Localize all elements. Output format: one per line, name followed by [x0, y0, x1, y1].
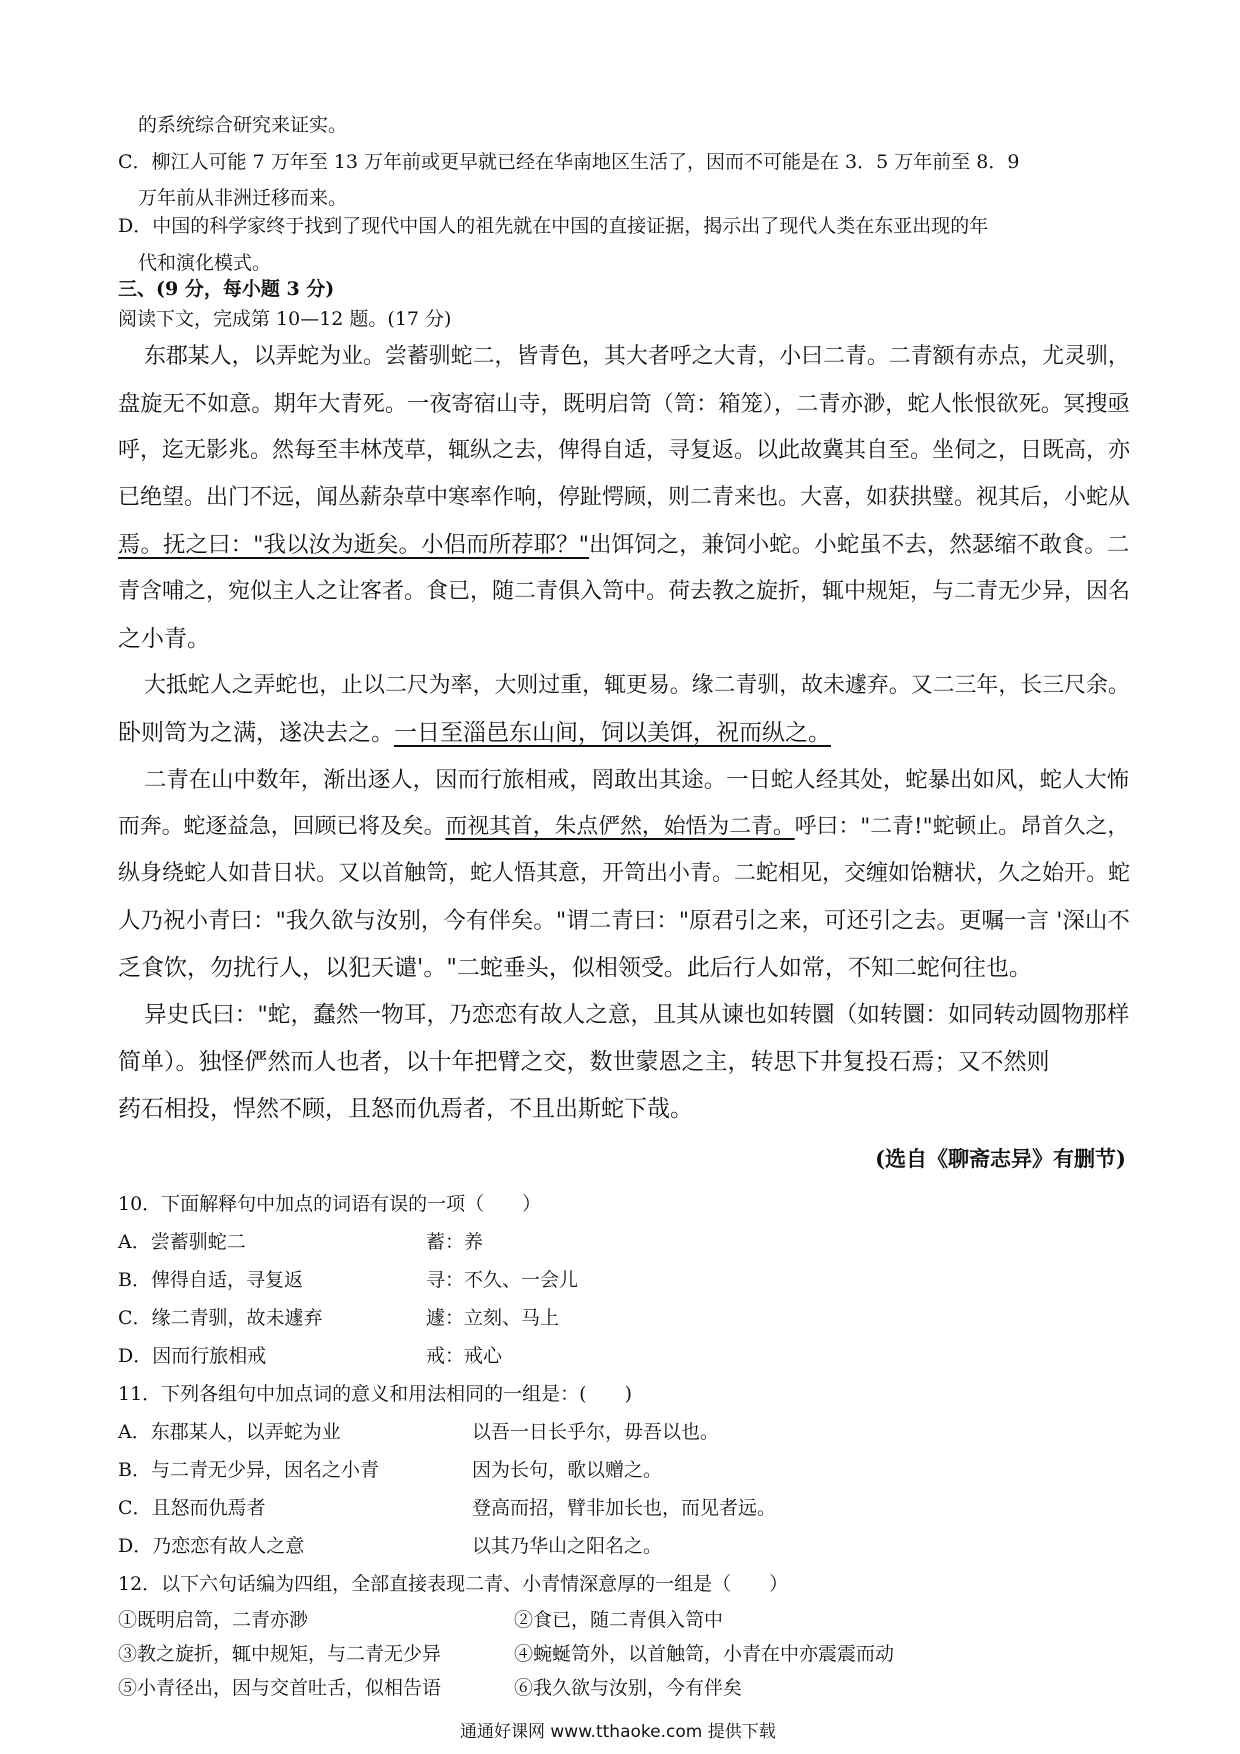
passage-p1-line7: 之小青。 [118, 626, 210, 652]
footer-credit: 通通好课网 www.tthaoke.com 提供下载 [460, 1722, 776, 1742]
q12-stem: 12．以下六句话编为四组，全部直接表现二青、小青情深意厚的一组是（ ） [118, 1573, 789, 1595]
q10-option-a-gloss: 蓄：养 [426, 1231, 484, 1253]
q10-option-a: A．尝蓄驯蛇二 [118, 1231, 246, 1253]
passage-p2-line2-a: 卧则笥为之满，遂决去之。 [118, 720, 394, 746]
passage-p4-line2: 简单）。独怪俨然而人也者，以十年把臂之交，数世蒙恩之主，转思下井复投石焉；又不然则 [118, 1049, 1050, 1075]
option-d-line2: 代和演化模式。 [138, 252, 272, 274]
passage-p1-line3: 呼，迄无影兆。然每至丰林茂草，辄纵之去，俾得自适，寻复返。以此故冀其自至。坐伺之，日既高，亦 [118, 438, 1131, 463]
q12-item-5: ⑤小青径出，因与交首吐舌，似相告语 [118, 1677, 442, 1699]
q12-item-3: ③教之旋折，辄中规矩，与二青无少异 [118, 1643, 442, 1665]
q12-item-6: ⑥我久欲与汝别，今有伴矣 [514, 1677, 743, 1699]
option-d-line1: D．中国的科学家终于找到了现代中国人的祖先就在中国的直接证据，揭示出了现代人类在东亚出现的年 [118, 215, 989, 237]
option-c-line1: C．柳江人可能 7 万年至 13 万年前或更早就已经在华南地区生活了，因而不可能是在 3．5 万年前至 8．9 [118, 151, 1020, 173]
q11-option-b-compare: 因为长句，歌以赠之。 [472, 1459, 663, 1481]
q10-option-d-gloss: 戒：戒心 [426, 1345, 503, 1367]
q10-option-b-gloss: 寻：不久、一会儿 [426, 1269, 579, 1291]
q10-option-c-gloss: 遽：立刻、马上 [426, 1307, 560, 1329]
passage-p1-line4: 已绝望。出门不远，闻丛薪杂草中寒率作响，停趾愕顾，则二青来也。大喜，如获拱璧。视其后，小蛇从 [118, 485, 1131, 510]
q11-option-b: B．与二青无少异，因名之小青 [118, 1459, 379, 1481]
q11-option-c: C．且怒而仇焉者 [118, 1497, 266, 1519]
q11-stem: 11．下列各组句中加点词的意义和用法相同的一组是：( ) [118, 1383, 633, 1405]
passage-p1-line5-rest: 出饵饲之，兼饲小蛇。小蛇虽不去，然瑟缩不敢食。二 [589, 532, 1130, 558]
passage-p4-line1: 异史氏曰："蛇，蠢然一物耳，乃恋恋有故人之意，且其从谏也如转圜（如转圜：如同转动圆物那样 [144, 1002, 1130, 1028]
section-instruction: 阅读下文，完成第 10—12 题。(17 分) [118, 308, 452, 330]
passage-p1-line2: 盘旋无不如意。期年大青死。一夜寄宿山寺，既明启笥（笥：箱笼），二青亦渺，蛇人怅恨欲死。冥搜亟 [118, 391, 1130, 417]
passage-p2-line2 [118, 722, 831, 745]
passage-p3-line3: 纵身绕蛇人如昔日状。又以首触笥，蛇人悟其意，开笥出小青。二蛇相见，交缠如饴糖状，久之始开。蛇 [118, 861, 1131, 886]
q10-stem: 10．下面解释句中加点的词语有误的一项（ ） [118, 1193, 542, 1215]
q10-option-c: C．缘二青驯，故未遽弃 [118, 1307, 323, 1329]
q11-option-a-compare: 以吾一日长乎尔，毋吾以也。 [472, 1421, 720, 1443]
option-c-line2: 万年前从非洲迁移而来。 [138, 187, 348, 209]
section-heading: 三、(9 分，每小题 3 分) [118, 278, 335, 300]
prev-option-d1-tail: 的系统综合研究来证实。 [138, 114, 348, 136]
q11-option-a: A．东郡某人，以弄蛇为业 [118, 1421, 341, 1443]
q12-item-1: ①既明启笥，二青亦渺 [118, 1609, 309, 1631]
passage-source: (选自《聊斋志异》有删节) [875, 1146, 1126, 1171]
passage-p3-line1: 二青在山中数年，渐出逐人，因而行旅相戒，罔敢出其途。一日蛇人经其处，蛇暴出如风，蛇人大怖 [144, 767, 1130, 793]
q10-option-d: D．因而行旅相戒 [118, 1345, 267, 1367]
q12-item-4: ④蜿蜒笥外，以首触笥，小青在中亦震震而动 [514, 1643, 895, 1665]
passage-p1-line5 [118, 534, 1129, 557]
q12-item-2: ②食已，随二青俱入笥中 [514, 1609, 724, 1631]
q10-option-b: B．俾得自适，寻复返 [118, 1269, 303, 1291]
passage-p2-line1: 大抵蛇人之弄蛇也，止以二尺为率，大则过重，辄更易。缘二青驯，故未遽弃。又二三年，长三尺余。 [144, 673, 1130, 698]
passage-p4-line3: 药石相投，悍然不顾，且怒而仇焉者，不且出斯蛇下哉。 [118, 1096, 693, 1122]
q11-option-d-compare: 以其乃华山之阳名之。 [472, 1535, 663, 1557]
passage-p3-line2-a: 而奔。蛇逐益急，回顾已将及矣。 [118, 814, 446, 839]
underlined-sentence-3: 而视其首，朱点俨然，始悟为二青。 [445, 814, 795, 839]
underlined-sentence-2: 一日至淄邑东山间，饲以美饵，祝而纵之。 [394, 720, 831, 746]
q11-option-d: D．乃恋恋有故人之意 [118, 1535, 305, 1557]
passage-p3-line4: 人乃祝小青曰："我久欲与汝别，今有伴矣。"谓二青曰："原君引之来，可还引之去。更嘱一言 '深山不 [118, 908, 1130, 934]
passage-p3-line2-b: 呼曰："二青!"蛇顿止。昂首久之， [794, 814, 1130, 839]
q11-option-c-compare: 登高而招，臂非加长也，而见者远。 [472, 1497, 777, 1519]
passage-p3-line2 [118, 816, 1129, 838]
passage-p3-line5: 乏食饮，勿扰行人，以犯天谴'。"二蛇垂头，似相领受。此后行人如常，不知二蛇何往也。 [118, 955, 1032, 981]
passage-p1-line1: 东郡某人，以弄蛇为业。尝蓄驯蛇二，皆青色，其大者呼之大青，小曰二青。二青额有赤点，尤灵驯， [144, 344, 1130, 369]
passage-p1-line6: 青含哺之，宛似主人之让客者。食已，随二青俱入笥中。荷去教之旋折，辄中规矩，与二青无少异，因名 [118, 579, 1131, 604]
underlined-sentence-1: 焉。抚之曰："我以汝为逝矣。小侣而所荐耶？" [118, 532, 590, 558]
